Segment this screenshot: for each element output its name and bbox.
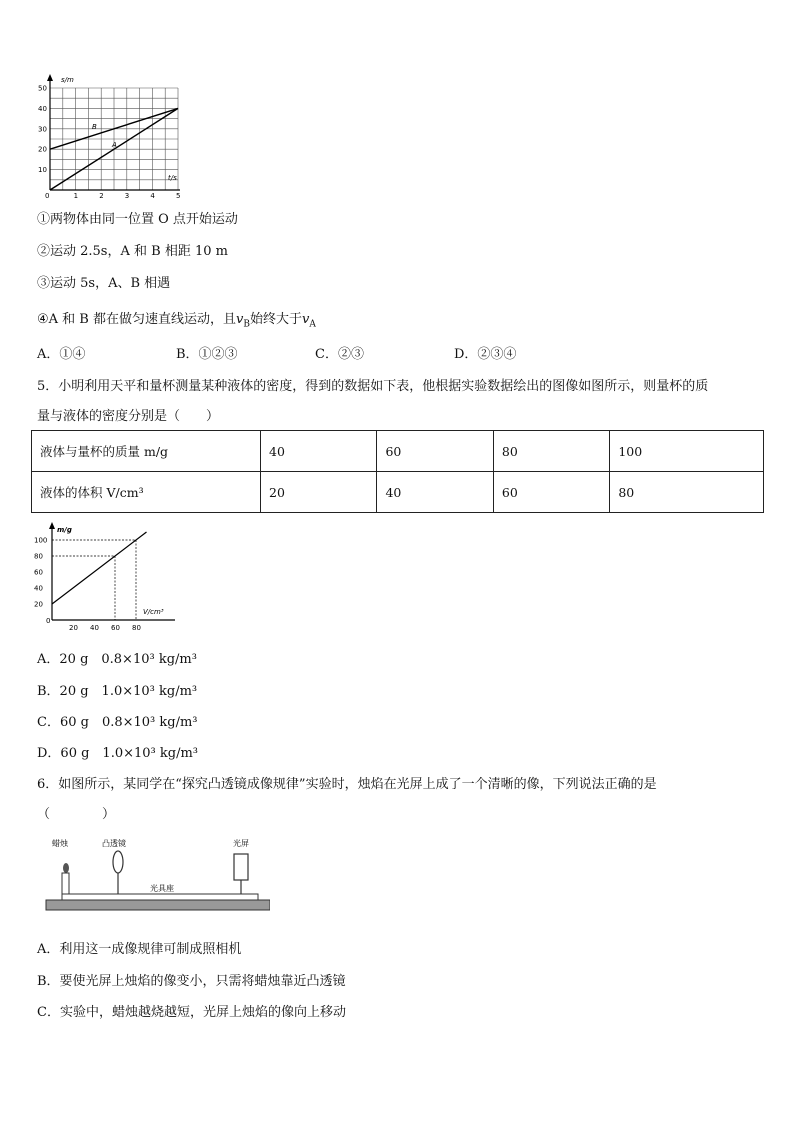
q4-option-c[interactable]: C．②③	[315, 347, 364, 362]
y-tick-label: 50	[38, 84, 47, 93]
y-tick-label: 20	[34, 600, 43, 609]
x-tick-label: 80	[132, 624, 141, 632]
q5-option-c[interactable]: C．60 g 0.8×10³ kg/m³	[37, 715, 198, 730]
table-cell: 40	[377, 472, 493, 513]
table-cell: 40	[261, 431, 377, 472]
table-row	[32, 431, 764, 472]
table-row-header: 液体与量杯的质量 m/g	[32, 431, 261, 472]
x-tick-label: 5	[176, 192, 181, 200]
q4-option-d[interactable]: D．②③④	[454, 347, 517, 362]
q5-option-a[interactable]: A．20 g 0.8×10³ kg/m³	[37, 652, 197, 667]
q6-option-a[interactable]: A．利用这一成像规律可制成照相机	[37, 942, 242, 957]
x-tick-label: 1	[73, 192, 79, 200]
bench-rail	[62, 894, 258, 900]
origin-label: 0	[46, 617, 51, 625]
velocity-b: v	[236, 312, 244, 327]
optical-bench-figure	[40, 832, 270, 922]
y-tick-label: 40	[34, 584, 43, 593]
statement-2: ②运动 2.5s，A 和 B 相距 10 m	[37, 244, 228, 259]
velocity-a-sub: A	[309, 319, 316, 330]
statement-4-text: ④A 和 B 都在做匀速直线运动，且	[37, 312, 236, 327]
q5-option-d[interactable]: D．60 g 1.0×10³ kg/m³	[37, 746, 198, 761]
q6-stem: 6．如图所示，某同学在“探究凸透镜成像规律”实验时，烛焰在光屏上成了一个清晰的像，下列说法正确的是	[37, 777, 657, 792]
q6-option-b[interactable]: B．要使光屏上烛焰的像变小，只需将蜡烛靠近凸透镜	[37, 974, 346, 989]
y-tick-label: 80	[34, 552, 43, 561]
x-tick-label: 60	[111, 624, 120, 632]
candle-label: 蜡烛	[52, 839, 68, 848]
candle-icon	[62, 873, 69, 897]
chart-grid	[50, 88, 178, 190]
statement-4	[37, 308, 316, 330]
q6-answer-paren: （ ）	[37, 807, 116, 822]
q4-options	[37, 343, 757, 362]
bench-label: 光具座	[150, 884, 174, 893]
bench-base	[46, 900, 270, 910]
lens-label: 凸透镜	[102, 839, 126, 848]
q5-option-b[interactable]: B．20 g 1.0×10³ kg/m³	[37, 684, 198, 699]
y-axis-label: s/m	[61, 76, 74, 84]
x-tick-label: 20	[69, 624, 78, 632]
screen-icon	[234, 854, 248, 880]
series-line	[52, 532, 147, 604]
q5-stem-line-1: 5．小明利用天平和量杯测量某种液体的密度，得到的数据如下表，他根据实验数据绘出的图像如图所示，则量杯的质	[37, 379, 709, 394]
origin-label: 0	[45, 192, 50, 200]
x-tick-label: 4	[150, 192, 155, 200]
flame-icon	[63, 863, 69, 873]
y-tick-label: 100	[34, 536, 48, 545]
table-cell: 80	[610, 472, 764, 513]
s-t-chart	[30, 72, 190, 200]
screen-label: 光屏	[233, 839, 249, 848]
data-table	[31, 430, 764, 513]
table-cell: 100	[610, 431, 764, 472]
x-axis-label: V/cm³	[143, 608, 164, 616]
m-v-chart	[30, 520, 180, 635]
y-tick-label: 10	[38, 166, 47, 175]
y-axis-arrow	[47, 74, 53, 81]
y-tick-label: 40	[38, 104, 47, 113]
table-cell: 80	[493, 431, 609, 472]
lens-icon	[113, 851, 123, 873]
table-row	[32, 472, 764, 513]
y-tick-label: 30	[38, 125, 47, 134]
x-tick-label: 2	[99, 192, 104, 200]
q4-option-b[interactable]: B．①②③	[176, 347, 238, 362]
table-row-header: 液体的体积 V/cm³	[32, 472, 261, 513]
y-axis-arrow	[49, 522, 55, 529]
statement-1: ①两物体由同一位置 O 点开始运动	[37, 212, 238, 227]
series-label-a: A	[112, 141, 117, 149]
y-tick-label: 60	[34, 568, 43, 577]
table-cell: 20	[261, 472, 377, 513]
y-axis-label: m/g	[57, 526, 72, 534]
table-cell: 60	[493, 472, 609, 513]
statement-4-mid: 始终大于	[249, 312, 302, 327]
velocity-b-sub: B	[243, 319, 250, 330]
statement-3: ③运动 5s，A、B 相遇	[37, 276, 171, 291]
q5-stem-line-2: 量与液体的密度分别是（ ）	[37, 409, 220, 424]
x-axis-label: t/s	[168, 174, 177, 182]
q4-option-a[interactable]: A．①④	[37, 347, 86, 362]
table-cell: 60	[377, 431, 493, 472]
velocity-a: v	[302, 312, 310, 327]
x-tick-label: 3	[124, 192, 130, 200]
q6-option-c[interactable]: C．实验中，蜡烛越烧越短，光屏上烛焰的像向上移动	[37, 1005, 346, 1020]
y-tick-label: 20	[38, 145, 47, 154]
series-label-b: B	[92, 123, 97, 131]
x-tick-label: 40	[90, 624, 99, 632]
